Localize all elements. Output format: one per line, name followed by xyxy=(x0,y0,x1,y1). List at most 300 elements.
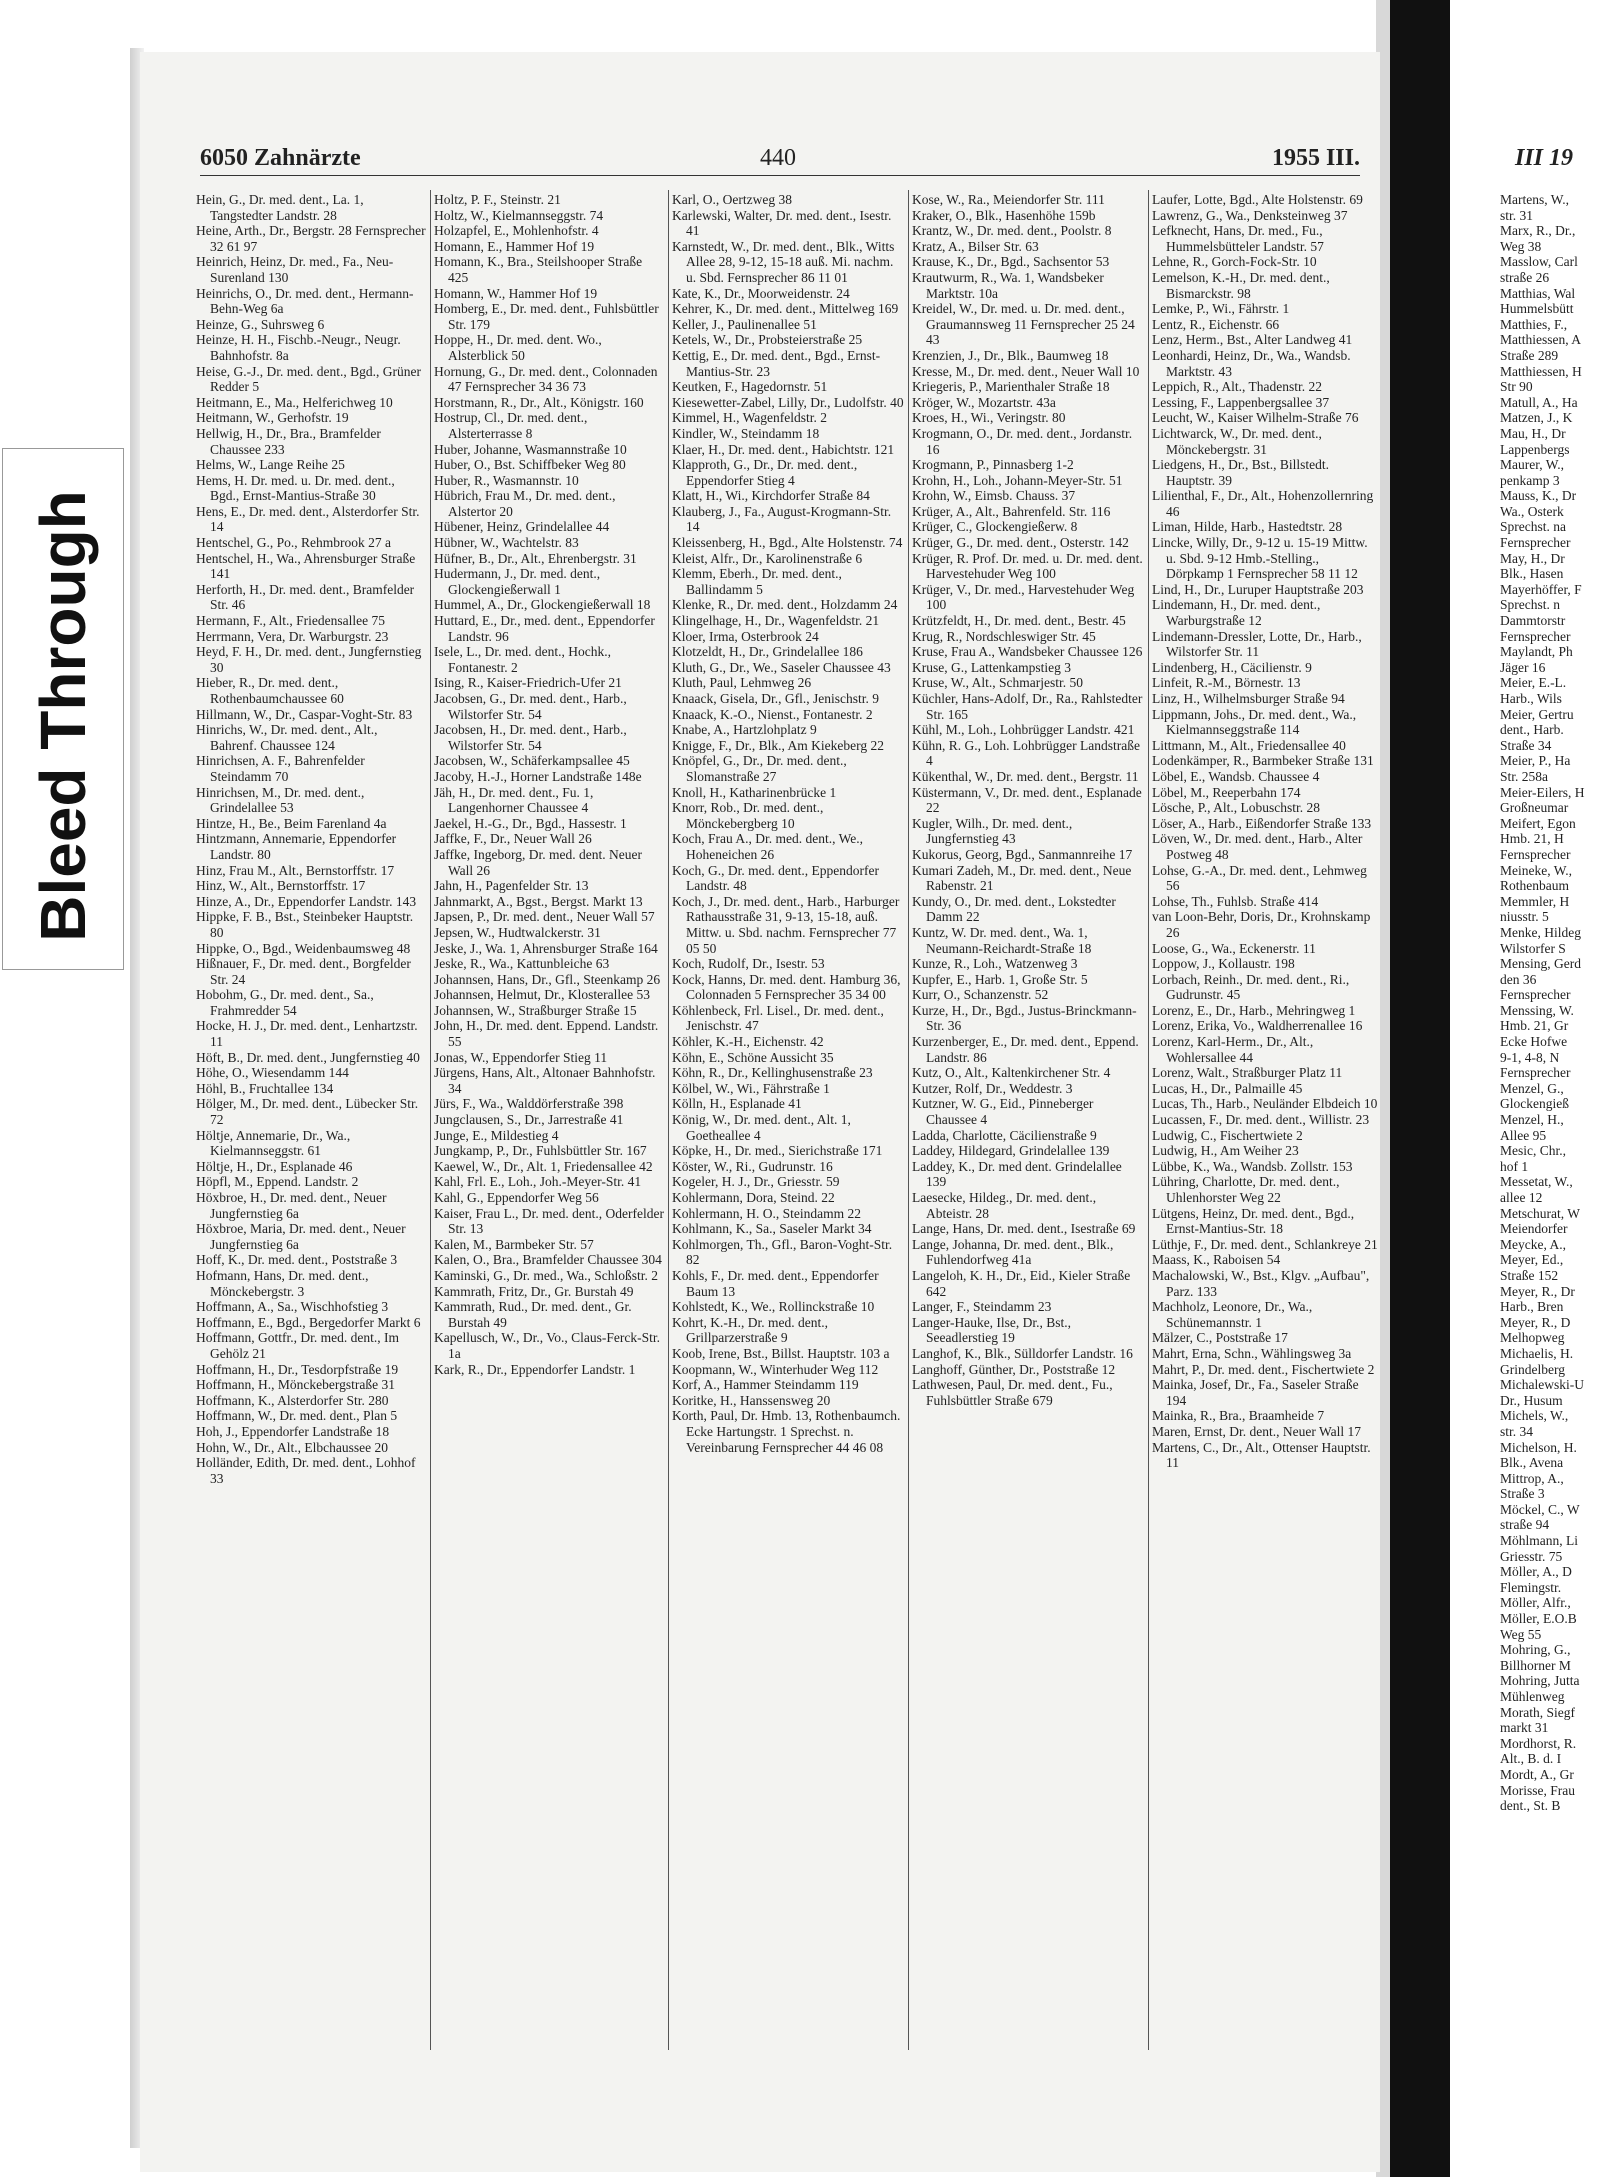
directory-entry: Liedgens, H., Dr., Bst., Billstedt. Hauptstr. 39 xyxy=(1152,457,1329,488)
header-page-number: 440 xyxy=(760,145,796,171)
directory-entry: Jahnmarkt, A., Bgst., Bergst. Markt 13 xyxy=(434,893,643,909)
next-page-entry: Weg 55 xyxy=(1500,1626,1542,1642)
directory-entry: Hoffmann, A., Sa., Wischhofstieg 3 xyxy=(196,1299,389,1315)
next-page-entry: Martens, W., xyxy=(1500,192,1569,207)
directory-entry: Krüger, V., Dr. med., Harvestehuder Weg 100 xyxy=(912,581,1135,613)
next-page-entry: Hmb. 21, Gr xyxy=(1500,1018,1569,1034)
next-page-column xyxy=(1500,192,1595,1992)
next-page-entry: Sprechst. n xyxy=(1500,597,1560,613)
directory-entry: Knöpfel, G., Dr., Dr. med. dent., Slomanstraße 27 xyxy=(672,753,847,784)
directory-entry: Kunze, R., Loh., Watzenweg 3 xyxy=(912,956,1078,972)
directory-entry: Lichtwarck, W., Dr. med. dent., Mönckebergstr. 31 xyxy=(1152,425,1322,457)
next-page-entry: Meier, P., Ha xyxy=(1500,753,1571,769)
directory-entry: Höhe, O., Wiesendamm 144 xyxy=(196,1065,349,1081)
directory-entry: Ludwig, C., Fischertwiete 2 xyxy=(1152,1127,1303,1143)
directory-entry: Hornung, G., Dr. med. dent., Colonnaden 47 Fernsprecher 34 36 73 xyxy=(434,363,658,395)
directory-entry: Lüthje, F., Dr. med. dent., Schlankreye 21 xyxy=(1152,1236,1378,1252)
directory-entry: Hein, G., Dr. med. dent., La. 1, Tangstedter Landstr. 28 xyxy=(196,192,364,223)
directory-entry: Klaer, H., Dr. med. dent., Habichtstr. 121 xyxy=(672,441,895,457)
directory-entry: Hippke, F. B., Bst., Steinbeker Hauptstr. 80 xyxy=(196,909,414,940)
directory-entry: Kiesewetter-Zabel, Lilly, Dr., Ludolfstr. 40 xyxy=(672,394,904,410)
directory-entry: Köpke, H., Dr. med., Sierichstraße 171 xyxy=(672,1143,883,1159)
next-page-entry: Harb., Bren xyxy=(1500,1299,1564,1315)
next-page-entry: Jäger 16 xyxy=(1500,659,1546,675)
directory-entry: Karl, O., Oertzweg 38 xyxy=(672,192,792,207)
directory-entry: Hintzmann, Annemarie, Eppendorfer Landstr. 80 xyxy=(196,831,397,862)
directory-entry: Japsen, P., Dr. med. dent., Neuer Wall 57 xyxy=(434,909,655,925)
directory-entry: Ising, R., Kaiser-Friedrich-Ufer 21 xyxy=(434,675,622,691)
column-divider xyxy=(668,190,669,2050)
directory-entry: Kohlermann, H. O., Steindamm 22 xyxy=(672,1205,861,1221)
next-page-entry: Rothenbaum xyxy=(1500,878,1569,894)
next-page-entry: Matzen, J., K xyxy=(1500,410,1573,426)
next-page-entry: Hummelsbütt xyxy=(1500,301,1574,317)
directory-entry: Hocke, H. J., Dr. med. dent., Lenhartzstr. 11 xyxy=(196,1018,418,1050)
directory-entry: Kleist, Alfr., Dr., Karolinenstraße 6 xyxy=(672,550,863,566)
directory-entry: Homberg, E., Dr. med. dent., Fuhlsbüttler Str. 179 xyxy=(434,301,659,332)
directory-entry: Jürgens, Hans, Alt., Altonaer Bahnhofstr. 34 xyxy=(434,1065,656,1096)
directory-entry: Kugler, Wilh., Dr. med. dent., Jungfernstieg 43 xyxy=(912,815,1073,847)
next-page-entry: Griesstr. 75 xyxy=(1500,1548,1563,1564)
directory-entry: Kundy, O., Dr. med. dent., Lokstedter Damm 22 xyxy=(912,893,1116,925)
directory-entry: Hermann, F., Alt., Friedensallee 75 xyxy=(196,613,386,629)
directory-entry: Kark, R., Dr., Eppendorfer Landstr. 1 xyxy=(434,1361,636,1377)
directory-entry: Lucas, H., Dr., Palmaille 45 xyxy=(1152,1080,1303,1096)
directory-entry: Hoffmann, H., Dr., Tesdorpfstraße 19 xyxy=(196,1361,399,1377)
directory-entry: Heinrichs, O., Dr. med. dent., Hermann-Behn-Weg 6a xyxy=(196,285,414,317)
directory-entry: Johannsen, W., Straßburger Straße 15 xyxy=(434,1002,637,1018)
directory-entry: Kohlmann, K., Sa., Saseler Markt 34 xyxy=(672,1221,872,1237)
directory-entry: Keutken, F., Hagedornstr. 51 xyxy=(672,379,828,395)
next-page-entry: Matthiessen, H xyxy=(1500,363,1582,379)
directory-entry: Mainka, R., Bra., Braamheide 7 xyxy=(1152,1408,1325,1424)
next-page-entry: Meyer, Ed., xyxy=(1500,1252,1564,1268)
directory-entry: Löbel, E., Wandsb. Chaussee 4 xyxy=(1152,768,1320,784)
directory-entry: Hinz, W., Alt., Bernstorffstr. 17 xyxy=(196,878,366,894)
directory-entry: Lösche, P., Alt., Lobuschstr. 28 xyxy=(1152,800,1320,816)
directory-entry: Horstmann, R., Dr., Alt., Königstr. 160 xyxy=(434,394,644,410)
directory-entry: Krogmann, P., Pinnasberg 1-2 xyxy=(912,457,1074,473)
next-page-entry: Masslow, Carl xyxy=(1500,254,1578,270)
next-page-entry: Matthies, F., xyxy=(1500,316,1568,332)
next-page-entry: Meifert, Egon xyxy=(1500,815,1576,831)
next-page-entry: Matthias, Wal xyxy=(1500,285,1576,301)
directory-entry: Kleissenberg, H., Bgd., Alte Holstenstr. 74 xyxy=(672,535,903,551)
next-page-entry: Meier, E.-L. xyxy=(1500,675,1567,691)
directory-entry: Krüger, A., Alt., Bahrenfeld. Str. 116 xyxy=(912,503,1111,519)
directory-entry: Linz, H., Wilhelmsburger Straße 94 xyxy=(1152,691,1345,706)
next-page-entry: Michaelis, H. xyxy=(1500,1345,1574,1361)
directory-entry: Kohlermann, Dora, Steind. 22 xyxy=(672,1190,835,1205)
directory-entry: Lind, H., Dr., Luruper Hauptstraße 203 xyxy=(1152,581,1364,597)
directory-entry: Kurzenberger, E., Dr. med. dent., Eppend. Landstr. 86 xyxy=(912,1034,1139,1065)
directory-entry: Loose, G., Wa., Eckenerstr. 11 xyxy=(1152,940,1316,956)
next-page-entry: Str. 258a xyxy=(1500,768,1549,784)
directory-entry: Höpfl, M., Eppend. Landstr. 2 xyxy=(196,1174,359,1190)
next-page-entry: Hmb. 21, H xyxy=(1500,831,1564,847)
directory-entry: Hinrichs, W., Dr. med. dent., Alt., Bahrenf. Chaussee 124 xyxy=(196,722,378,753)
directory-entry: Klatt, H., Wi., Kirchdorfer Straße 84 xyxy=(672,488,870,504)
directory-entry: Knorr, Rob., Dr. med. dent., Mönckebergberg 10 xyxy=(672,800,824,831)
directory-entry: Kumari Zadeh, M., Dr. med. dent., Neue Rabenstr. 21 xyxy=(912,862,1132,894)
directory-entry: Hofmann, Hans, Dr. med. dent., Mönckebergstr. 3 xyxy=(196,1267,369,1299)
directory-entry: Hellwig, H., Dr., Bra., Bramfelder Chaussee 233 xyxy=(196,425,381,457)
directory-entry: Heise, G.-J., Dr. med. dent., Bgd., Grüner Redder 5 xyxy=(196,363,421,395)
directory-entry: Jungkamp, P., Dr., Fuhlsbüttler Str. 167 xyxy=(434,1143,647,1159)
next-page-entry: Fernsprecher xyxy=(1500,1065,1571,1081)
directory-entry: Lindemann-Dressler, Lotte, Dr., Harb., Wilstorfer Str. 11 xyxy=(1152,628,1362,660)
directory-entry: van Loon-Behr, Doris, Dr., Krohnskamp 26 xyxy=(1152,909,1371,940)
directory-entry: Lucassen, F., Dr. med. dent., Willistr. 23 xyxy=(1152,1112,1370,1128)
directory-entry: Jaffke, Ingeborg, Dr. med. dent. Neuer Wall 26 xyxy=(434,846,642,878)
next-page-entry: Mordt, A., Gr xyxy=(1500,1766,1574,1782)
directory-entry: Hillmann, W., Dr., Caspar-Voght-Str. 83 xyxy=(196,706,413,722)
directory-entry: Machalowski, W., Bst., Klgv. „Aufbau", Parz. 133 xyxy=(1152,1267,1370,1299)
directory-entry: Jacobsen, W., Schäferkampsallee 45 xyxy=(434,753,630,769)
next-page-header: III 19 xyxy=(1515,145,1574,171)
next-page-entry: Meiendorfer xyxy=(1500,1221,1568,1237)
next-page-entry: Alt., B. d. I xyxy=(1500,1751,1562,1767)
directory-entry: Laddey, Hildegard, Grindelallee 139 xyxy=(912,1143,1110,1159)
directory-entry: Kruse, G., Lattenkampstieg 3 xyxy=(912,659,1071,675)
column-divider xyxy=(430,190,431,2050)
next-page-entry: Meyer, R., Dr xyxy=(1500,1283,1575,1299)
next-page-entry: Straße 3 xyxy=(1500,1486,1545,1502)
next-page-entry: allee 12 xyxy=(1500,1190,1543,1205)
next-page-entry: Möckel, C., W xyxy=(1500,1501,1580,1517)
next-page-entry: Menzel, G., xyxy=(1500,1080,1564,1096)
directory-entry: Lorenz, Karl-Herm., Dr., Alt., Wohlersallee 44 xyxy=(1152,1034,1314,1065)
directory-entry: Küstermann, V., Dr. med. dent., Esplanade 22 xyxy=(912,784,1142,816)
directory-entry: Kahl, Frl. E., Loh., Joh.-Meyer-Str. 41 xyxy=(434,1174,642,1190)
next-page-entry: Meier, Gertru xyxy=(1500,706,1574,722)
directory-entry: Höltje, H., Dr., Esplanade 46 xyxy=(196,1158,353,1174)
next-page-entry: Allee 95 xyxy=(1500,1127,1547,1143)
next-page-entry: Morisse, Frau xyxy=(1500,1782,1575,1798)
directory-entry: Kohlmorgen, Th., Gfl., Baron-Voght-Str. 82 xyxy=(672,1236,893,1268)
directory-entry: Klemm, Eberh., Dr. med. dent., Ballindamm 5 xyxy=(672,566,842,597)
directory-entry: Kate, K., Dr., Moorweidenstr. 24 xyxy=(672,285,850,301)
directory-entry: Kukorus, Georg, Bgd., Sanmannreihe 17 xyxy=(912,846,1133,862)
directory-entry: Langhoff, Günther, Dr., Poststraße 12 xyxy=(912,1361,1116,1377)
directory-entry: Krüger, R. Prof. Dr. med. u. Dr. med. dent. Harvestehuder Weg 100 xyxy=(912,550,1143,582)
directory-entry: Krohn, H., Loh., Johann-Meyer-Str. 51 xyxy=(912,472,1123,488)
directory-entry: Kogeler, H. J., Dr., Griesstr. 59 xyxy=(672,1174,840,1190)
directory-entry: Kehrer, K., Dr. med. dent., Mittelweg 169 xyxy=(672,301,899,317)
directory-entry: Kühn, R. G., Loh. Lohbrügger Landstraße 4 xyxy=(912,737,1140,769)
directory-entry: Huber, R., Wasmannstr. 10 xyxy=(434,472,579,488)
directory-entry: Hoffmann, H., Mönckebergstraße 31 xyxy=(196,1377,395,1393)
directory-entry: Hoffmann, Gottfr., Dr. med. dent., Im Gehölz 21 xyxy=(196,1330,399,1361)
directory-entry: Lemke, P., Wi., Fährstr. 1 xyxy=(1152,301,1290,317)
directory-entry: Isele, L., Dr. med. dent., Hochk., Fontanestr. 2 xyxy=(434,644,611,675)
directory-entry: Lindemann, H., Dr. med. dent., Warburgstraße 12 xyxy=(1152,597,1321,629)
directory-entry: Hostrup, Cl., Dr. med. dent., Alsterterrasse 8 xyxy=(434,410,588,441)
next-page-entry: Grindelberg xyxy=(1500,1361,1565,1377)
directory-entry: Kühl, M., Loh., Lohbrügger Landstr. 421 xyxy=(912,722,1135,738)
next-page-entry: straße 94 xyxy=(1500,1517,1550,1533)
next-page-entry: Blk., Hasen xyxy=(1500,566,1564,582)
directory-entry: Hoh, J., Eppendorfer Landstraße 18 xyxy=(196,1423,390,1439)
directory-entry: Herrmann, Vera, Dr. Warburgstr. 23 xyxy=(196,628,389,644)
directory-entry: Lentz, R., Eichenstr. 66 xyxy=(1152,316,1280,332)
next-page-entry: Morath, Siegf xyxy=(1500,1704,1575,1720)
next-page-entry: Fernsprecher xyxy=(1500,987,1571,1003)
next-page-entry: Mayerhöffer, F xyxy=(1500,581,1582,597)
directory-entry: Kapellusch, W., Dr., Vo., Claus-Ferck-Str. 1a xyxy=(434,1330,660,1361)
directory-entry: Klotzeldt, H., Dr., Grindelallee 186 xyxy=(672,644,863,660)
directory-entry: Kruse, W., Alt., Schmarjestr. 50 xyxy=(912,675,1083,691)
directory-entry: Kammrath, Fritz, Dr., Gr. Burstah 49 xyxy=(434,1283,634,1299)
directory-entry: Lindenberg, H., Cäcilienstr. 9 xyxy=(1152,659,1312,675)
next-page-entry: Lappenbergs xyxy=(1500,441,1570,457)
directory-entry: Lorenz, Erika, Vo., Waldherrenallee 16 xyxy=(1152,1018,1363,1034)
directory-entry: Langer-Hauke, Ilse, Dr., Bst., Seeadlerstieg 19 xyxy=(912,1314,1072,1346)
page-header xyxy=(200,145,1360,176)
directory-entry: Holtz, W., Kielmannseggstr. 74 xyxy=(434,207,604,223)
directory-entry: Helms, W., Lange Reihe 25 xyxy=(196,457,345,473)
next-page-entry: hof 1 xyxy=(1500,1158,1529,1174)
next-page-entry: Weg 38 xyxy=(1500,238,1542,254)
next-page-entry: Fernsprecher xyxy=(1500,535,1571,551)
directory-entry: Hentschel, G., Po., Rehmbrook 27 a xyxy=(196,535,391,551)
directory-entry: Lorenz, Walt., Straßburger Platz 11 xyxy=(1152,1065,1343,1081)
directory-entry: Maass, K., Raboisen 54 xyxy=(1152,1252,1281,1268)
directory-entry: Ludwig, H., Am Weiher 23 xyxy=(1152,1143,1299,1159)
directory-entry: Jacoby, H.-J., Horner Landstraße 148e xyxy=(434,768,642,784)
next-page-entry: Mesic, Chr., xyxy=(1500,1143,1566,1159)
next-page-entry: Straße 289 xyxy=(1500,347,1559,363)
next-page-entry: Mau, H., Dr xyxy=(1500,425,1566,441)
directory-entry: Koch, Frau A., Dr. med. dent., We., Hoheneichen 26 xyxy=(672,831,864,862)
directory-entry: Köhler, K.-H., Eichenstr. 42 xyxy=(672,1034,824,1050)
directory-entry: Hippke, O., Bgd., Weidenbaumsweg 48 xyxy=(196,940,411,956)
next-page-entry: Menke, Hildeg xyxy=(1500,924,1581,940)
directory-entry: Langer, F., Steindamm 23 xyxy=(912,1299,1052,1315)
directory-entry: Hohn, W., Dr., Alt., Elbchaussee 20 xyxy=(196,1439,388,1455)
directory-entry: Jepsen, W., Hudtwalckerstr. 31 xyxy=(434,924,601,940)
directory-entry: Huttard, E., Dr., med. dent., Eppendorfer Landstr. 96 xyxy=(434,613,655,644)
directory-entry: Jahn, H., Pagenfelder Str. 13 xyxy=(434,878,589,894)
directory-entry: Loppow, J., Kollaustr. 198 xyxy=(1152,956,1295,972)
directory-entry: Hüfner, B., Dr., Alt., Ehrenbergstr. 31 xyxy=(434,550,637,566)
directory-entry: Knabe, A., Hartzlohplatz 9 xyxy=(672,722,817,738)
next-page-entry: Harb., Wils xyxy=(1500,691,1562,706)
directory-entry: Hoff, K., Dr. med. dent., Poststraße 3 xyxy=(196,1252,398,1268)
directory-entry: Kraker, O., Blk., Hasenhöhe 159b xyxy=(912,207,1096,223)
next-page-entry: 9-1, 4-8, N xyxy=(1500,1049,1560,1065)
next-page-entry: Mittrop, A., xyxy=(1500,1470,1564,1486)
directory-entry: Korf, A., Hammer Steindamm 119 xyxy=(672,1377,859,1393)
directory-entry: Kluth, Paul, Lehmweg 26 xyxy=(672,675,812,691)
directory-entry: Köhlenbeck, Frl. Lisel., Dr. med. dent., Jenischstr. 47 xyxy=(672,1002,884,1034)
directory-entry: Homann, W., Hammer Hof 19 xyxy=(434,285,598,301)
directory-entry: Kloer, Irma, Osterbrook 24 xyxy=(672,628,819,644)
directory-entry: Krautwurm, R., Wa. 1, Wandsbeker Marktstr. 10a xyxy=(912,269,1104,301)
directory-entry: Lilienthal, F., Dr., Alt., Hohenzollernring 46 xyxy=(1152,488,1374,519)
directory-entry: Koch, G., Dr. med. dent., Eppendorfer Landstr. 48 xyxy=(672,862,879,894)
directory-entry: Klingelhage, H., Dr., Wagenfeldstr. 21 xyxy=(672,613,880,629)
next-page-entry: niusstr. 5 xyxy=(1500,909,1549,925)
directory-entry: Laufer, Lotte, Bgd., Alte Holstenstr. 69 xyxy=(1152,192,1363,207)
directory-entry: Johannsen, Helmut, Dr., Klosterallee 53 xyxy=(434,987,650,1003)
directory-entry: Lippmann, Johs., Dr. med. dent., Wa., Kielmannseggstraße 114 xyxy=(1152,706,1357,738)
directory-entry: Heinze, G., Suhrsweg 6 xyxy=(196,316,325,332)
directory-entry: John, H., Dr. med. dent. Eppend. Landstr. 55 xyxy=(434,1018,659,1050)
directory-entry: Jürs, F., Wa., Walddörferstraße 398 xyxy=(434,1096,624,1112)
directory-entry: Herforth, H., Dr. med. dent., Bramfelder Str. 46 xyxy=(196,581,415,613)
directory-entry: Hölger, M., Dr. med. dent., Lübecker Str. 72 xyxy=(196,1096,419,1128)
directory-entry: Lathwesen, Paul, Dr. med. dent., Fu., Fuhlsbüttler Straße 679 xyxy=(912,1377,1113,1408)
directory-entry: Klapproth, G., Dr., Dr. med. dent., Eppendorfer Stieg 4 xyxy=(672,457,858,488)
directory-entry: Mainka, Josef, Dr., Fa., Saseler Straße 194 xyxy=(1152,1377,1359,1408)
directory-entry: Heine, Arth., Dr., Bergstr. 28 Fernsprecher 32 61 97 xyxy=(196,223,426,254)
page-gutter-dark xyxy=(1390,0,1450,2177)
directory-entry: Liman, Hilde, Harb., Hastedtstr. 28 xyxy=(1152,519,1343,535)
next-page-entry: dent., St. B xyxy=(1500,1798,1561,1814)
directory-entry: Homann, K., Bra., Steilshooper Straße 425 xyxy=(434,254,643,285)
bleed-through-label xyxy=(2,448,124,970)
directory-entry: Kutzer, Rolf, Dr., Weddestr. 3 xyxy=(912,1080,1073,1096)
directory-entry: Hinrichsen, M., Dr. med. dent., Grindelallee 53 xyxy=(196,784,365,816)
directory-entry: Kimmel, H., Wagenfeldstr. 2 xyxy=(672,410,828,426)
directory-entry: Krause, K., Dr., Bgd., Sachsentor 53 xyxy=(912,254,1110,270)
directory-entry: Jacobsen, G., Dr. med. dent., Harb., Wilstorfer Str. 54 xyxy=(434,691,627,722)
next-page-entry: Meier-Eilers, H xyxy=(1500,784,1585,800)
directory-entry: Hens, E., Dr. med. dent., Alsterdorfer Str. 14 xyxy=(196,503,420,535)
directory-column-1 xyxy=(196,192,426,1992)
directory-entry: Kaiser, Frau L., Dr. med. dent., Oderfelder Str. 13 xyxy=(434,1205,664,1237)
next-page-entry: Mohring, G., xyxy=(1500,1642,1571,1658)
directory-entry: Krützfeldt, H., Dr. med. dent., Bestr. 45 xyxy=(912,613,1126,629)
directory-entry: Kurr, O., Schanzenstr. 52 xyxy=(912,987,1049,1003)
directory-entry: Hentschel, H., Wa., Ahrensburger Straße 141 xyxy=(196,550,416,582)
next-page-entry: Michelson, H. xyxy=(1500,1439,1577,1455)
next-page-entry: Messetat, W., xyxy=(1500,1174,1573,1190)
directory-entry: Kreidel, W., Dr. med. u. Dr. med. dent., Graumannsweg 11 Fernsprecher 25 24 43 xyxy=(912,301,1135,348)
directory-entry: Kurze, H., Dr., Bgd., Justus-Brinckmann-Str. 36 xyxy=(912,1002,1137,1034)
next-page-entry: Wa., Osterk xyxy=(1500,503,1564,519)
directory-entry: Kölbel, W., Wi., Fährstraße 1 xyxy=(672,1080,830,1096)
next-page-entry: Matull, A., Ha xyxy=(1500,394,1578,410)
next-page-entry: Dr., Husum xyxy=(1500,1392,1563,1408)
directory-entry: Holländer, Edith, Dr. med. dent., Lohhof 33 xyxy=(196,1455,416,1486)
directory-entry: Holzapfel, E., Mohlenhofstr. 4 xyxy=(434,223,599,239)
directory-entry: Lefknecht, Hans, Dr. med., Fu., Hummelsbütteler Landstr. 57 xyxy=(1152,223,1324,254)
next-page-entry: Mühlenweg xyxy=(1500,1689,1565,1704)
directory-entry: Holtz, P. F., Steinstr. 21 xyxy=(434,192,561,207)
directory-entry: Köster, W., Ri., Gudrunstr. 16 xyxy=(672,1158,833,1174)
next-page-entry: Glockengieß xyxy=(1500,1096,1569,1112)
next-page-entry: Straße 152 xyxy=(1500,1267,1559,1283)
directory-entry: Kröger, W., Mozartstr. 43a xyxy=(912,394,1056,410)
directory-entry: Lessing, F., Lappenbergsallee 37 xyxy=(1152,394,1330,410)
directory-entry: Löven, W., Dr. med. dent., Harb., Alter Postweg 48 xyxy=(1152,831,1363,862)
next-page-entry: str. 34 xyxy=(1500,1423,1534,1439)
directory-entry: Hoffmann, W., Dr. med. dent., Plan 5 xyxy=(196,1408,398,1424)
directory-entry: Hübrich, Frau M., Dr. med. dent., Alstertor 20 xyxy=(434,488,616,519)
directory-entry: Jäh, H., Dr. med. dent., Fu. 1, Langenhorner Chaussee 4 xyxy=(434,784,594,816)
directory-entry: Köhn, R., Dr., Kellinghusenstraße 23 xyxy=(672,1065,873,1081)
directory-entry: Lehne, R., Gorch-Fock-Str. 10 xyxy=(1152,254,1317,270)
directory-entry: Knaack, K.-O., Nienst., Fontanestr. 2 xyxy=(672,706,873,722)
next-page-entry: Matthiessen, A xyxy=(1500,332,1581,348)
next-page-entry: Großneumar xyxy=(1500,800,1569,816)
directory-entry: Lohse, Th., Fuhlsb. Straße 414 xyxy=(1152,893,1319,909)
directory-entry: Martens, C., Dr., Alt., Ottenser Hauptstr. 11 xyxy=(1152,1439,1371,1471)
next-page-entry: Str 90 xyxy=(1500,379,1533,395)
directory-entry: Ketels, W., Dr., Probsteierstraße 25 xyxy=(672,332,863,348)
directory-entry: Knoll, H., Katharinenbrücke 1 xyxy=(672,784,837,800)
directory-entry: Küchler, Hans-Adolf, Dr., Ra., Rahlstedter Str. 165 xyxy=(912,691,1143,722)
directory-entry: Kettig, E., Dr. med. dent., Bgd., Ernst-Mantius-Str. 23 xyxy=(672,347,881,379)
directory-entry: Kriegeris, P., Marienthaler Straße 18 xyxy=(912,379,1110,395)
directory-entry: Lühring, Charlotte, Dr. med. dent., Uhlenhorster Weg 22 xyxy=(1152,1174,1340,1205)
next-page-entry: Blk., Avena xyxy=(1500,1455,1564,1471)
directory-entry: Lawrenz, G., Wa., Denksteinweg 37 xyxy=(1152,207,1348,223)
directory-entry: Jeske, J., Wa. 1, Ahrensburger Straße 164 xyxy=(434,940,658,956)
directory-entry: Kruse, Frau A., Wandsbeker Chaussee 126 xyxy=(912,644,1143,660)
directory-entry: Hoppe, H., Dr. med. dent. Wo., Alsterblick 50 xyxy=(434,332,602,363)
directory-entry: Littmann, M., Alt., Friedensallee 40 xyxy=(1152,737,1346,753)
directory-entry: Lorenz, E., Dr., Harb., Mehringweg 1 xyxy=(1152,1002,1356,1018)
next-page-entry: Wilstorfer S xyxy=(1500,940,1566,956)
directory-entry: Lodenkämper, R., Barmbeker Straße 131 xyxy=(1152,753,1374,769)
next-page-entry: Meineke, W., xyxy=(1500,862,1572,878)
directory-entry: Kölln, H., Esplanade 41 xyxy=(672,1096,802,1112)
directory-entry: Höxbroe, Maria, Dr. med. dent., Neuer Jungfernstieg 6a xyxy=(196,1221,406,1252)
directory-entry: Huber, O., Bst. Schiffbeker Weg 80 xyxy=(434,457,626,473)
directory-entry: Hoffmann, K., Alsterdorfer Str. 280 xyxy=(196,1392,389,1408)
directory-entry: Koch, Rudolf, Dr., Isestr. 53 xyxy=(672,956,825,972)
directory-entry: Krogmann, O., Dr. med. dent., Jordanstr. 16 xyxy=(912,425,1133,457)
directory-entry: Knigge, F., Dr., Blk., Am Kiekeberg 22 xyxy=(672,737,885,753)
next-page-entry: Menzel, H., xyxy=(1500,1112,1564,1128)
directory-entry: Hems, H. Dr. med. u. Dr. med. dent., Bgd., Ernst-Mantius-Straße 30 xyxy=(196,472,395,504)
directory-entry: Hinrichsen, A. F., Bahrenfelder Steindamm 70 xyxy=(196,753,365,784)
directory-entry: Koch, J., Dr. med. dent., Harb., Harburger Rathausstraße 31, 9-13, 15-18, auß. Mittw. u. Sbd. nachm. Fernsprecher 77 05 50 xyxy=(672,893,900,956)
directory-entry: Mahrt, Erna, Schn., Wählingsweg 3a xyxy=(1152,1345,1352,1361)
directory-entry: Jaekel, H.-G., Dr., Bgd., Hassestr. 1 xyxy=(434,815,627,831)
directory-entry: Hieber, R., Dr. med. dent., Rothenbaumchaussee 60 xyxy=(196,675,344,706)
next-page-entry: Michalewski-U xyxy=(1500,1377,1584,1393)
next-page-entry: Metschurat, W xyxy=(1500,1205,1580,1221)
directory-entry: Krüger, G., Dr. med. dent., Osterstr. 142 xyxy=(912,535,1129,551)
next-page-entry: Michels, W., xyxy=(1500,1408,1569,1424)
directory-entry: Leonhardi, Heinz, Dr., Wa., Wandsb. Marktstr. 43 xyxy=(1152,347,1351,379)
directory-entry: Hummel, A., Dr., Glockengießerwall 18 xyxy=(434,597,651,613)
next-page-entry: Flemingstr. xyxy=(1500,1579,1562,1595)
directory-entry: Heitmann, E., Ma., Helferichweg 10 xyxy=(196,394,393,410)
column-divider xyxy=(1148,190,1149,2050)
directory-entry: Kuntz, W. Dr. med. dent., Wa. 1, Neumann-Reichardt-Straße 18 xyxy=(912,924,1092,956)
directory-entry: Lange, Hans, Dr. med. dent., Isestraße 69 xyxy=(912,1221,1136,1237)
directory-entry: Lucas, Th., Harb., Neuländer Elbdeich 10 xyxy=(1152,1096,1378,1112)
directory-entry: Johannsen, Hans, Dr., Gfl., Steenkamp 26 xyxy=(434,971,661,987)
directory-entry: Krenzien, J., Dr., Blk., Baumweg 18 xyxy=(912,347,1109,363)
next-page-entry: Straße 34 xyxy=(1500,737,1552,753)
directory-entry: Kalen, M., Barmbeker Str. 57 xyxy=(434,1236,594,1252)
directory-entry: König, W., Dr. med. dent., Alt. 1, Goetheallee 4 xyxy=(672,1112,851,1143)
directory-entry: Keller, J., Paulinenallee 51 xyxy=(672,316,817,332)
directory-entry: Hißnauer, F., Dr. med. dent., Borgfelder Str. 24 xyxy=(196,956,411,987)
directory-entry: Lübbe, K., Wa., Wandsb. Zollstr. 153 xyxy=(1152,1158,1353,1174)
directory-entry: Hübener, Heinz, Grindelallee 44 xyxy=(434,519,610,535)
directory-entry: Ladda, Charlotte, Cäcilienstraße 9 xyxy=(912,1127,1097,1143)
directory-entry: Lohse, G.-A., Dr. med. dent., Lehmweg 56 xyxy=(1152,862,1367,894)
directory-entry: Kutzner, W. G., Eid., Pinneberger Chaussee 4 xyxy=(912,1096,1094,1128)
next-page-entry: Mordhorst, R. xyxy=(1500,1735,1577,1751)
